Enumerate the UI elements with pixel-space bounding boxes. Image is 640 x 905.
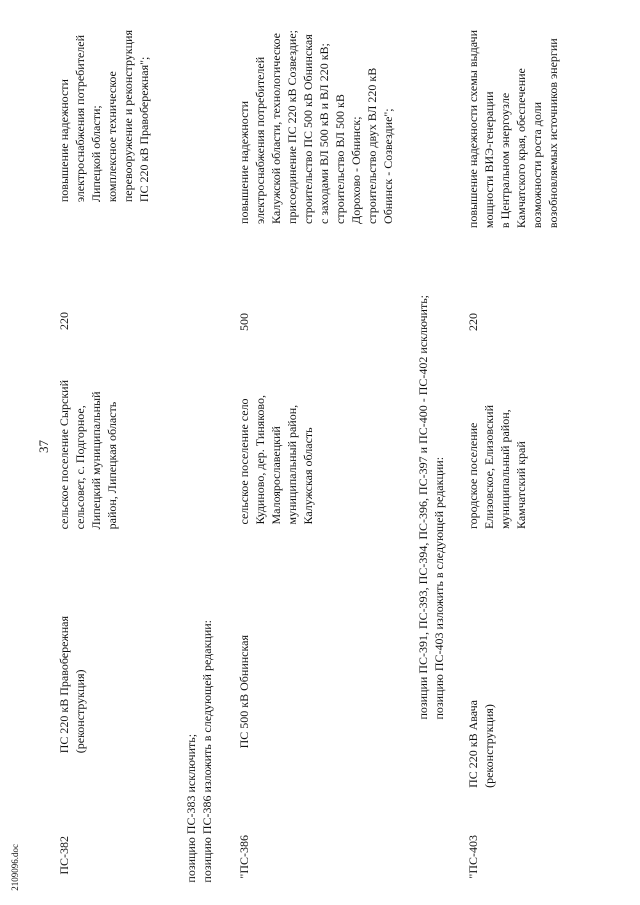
row-403-id: "ПС-403	[466, 835, 480, 879]
row-386-purpose: повышение надежности электроснабжения потребителей Калужской области, технологическое присоединение ПС 220 кВ Созвездие; строительство ПС 500 кВ Обнинская с заходами ВЛ 500 кВ и ВЛ 220 кВ; строительство ВЛ 500 кВ Дорохово - Обнинск; строительство двух ВЛ 220 кВ Обнинск - Созвездие";	[237, 30, 395, 224]
row-386-id: "ПС-386	[237, 835, 251, 879]
row-386-location: сельское поселение село Кудиново, дер. Тиняково, Малоярославецкий муниципальный район, Калужская область	[237, 395, 315, 525]
row-403-voltage: 220	[466, 313, 480, 331]
row-403-purpose: повышение надежности схемы выдачи мощности ВИЭ-генерации в Центральном энергоузле Камчатского края, обеспечение возможности роста доли возобновляемых источников энергии	[466, 30, 560, 229]
row-382-voltage: 220	[57, 312, 71, 330]
page-number: 37	[36, 440, 51, 453]
footer-filename: 2109096.doc	[10, 844, 20, 891]
row-403-location: городское поселение Елизовское, Елизовский муниципальный район, Камчатский край	[466, 405, 528, 530]
instruction-403: позиции ПС-391, ПС-393, ПС-394, ПС-396, ПС-397 и ПС-400 - ПС-402 исключить; позицию ПС-403 изложить в следующей редакции:	[416, 295, 446, 720]
row-382-location: сельское поселение Сырский сельсовет, с. Подгорное, Липецкий муниципальный район, Липецкая область	[57, 380, 119, 530]
row-382-name: ПС 220 кВ Правобережная (реконструкция)	[57, 616, 87, 754]
row-382-purpose: повышение надежности электроснабжения потребителей Липецкой области; комплексное техническое перевооружение и реконструкция ПС 220 кВ Правобережная";	[57, 30, 151, 203]
instruction-386: позицию ПС-383 исключить; позицию ПС-386 изложить в следующей редакции:	[184, 620, 214, 883]
row-386-name: ПС 500 кВ Обнинская	[237, 635, 251, 749]
row-403-name: ПС 220 кВ Авача (реконструкция)	[466, 700, 496, 788]
row-386-voltage: 500	[237, 313, 251, 331]
row-382-id: ПС-382	[57, 836, 71, 875]
